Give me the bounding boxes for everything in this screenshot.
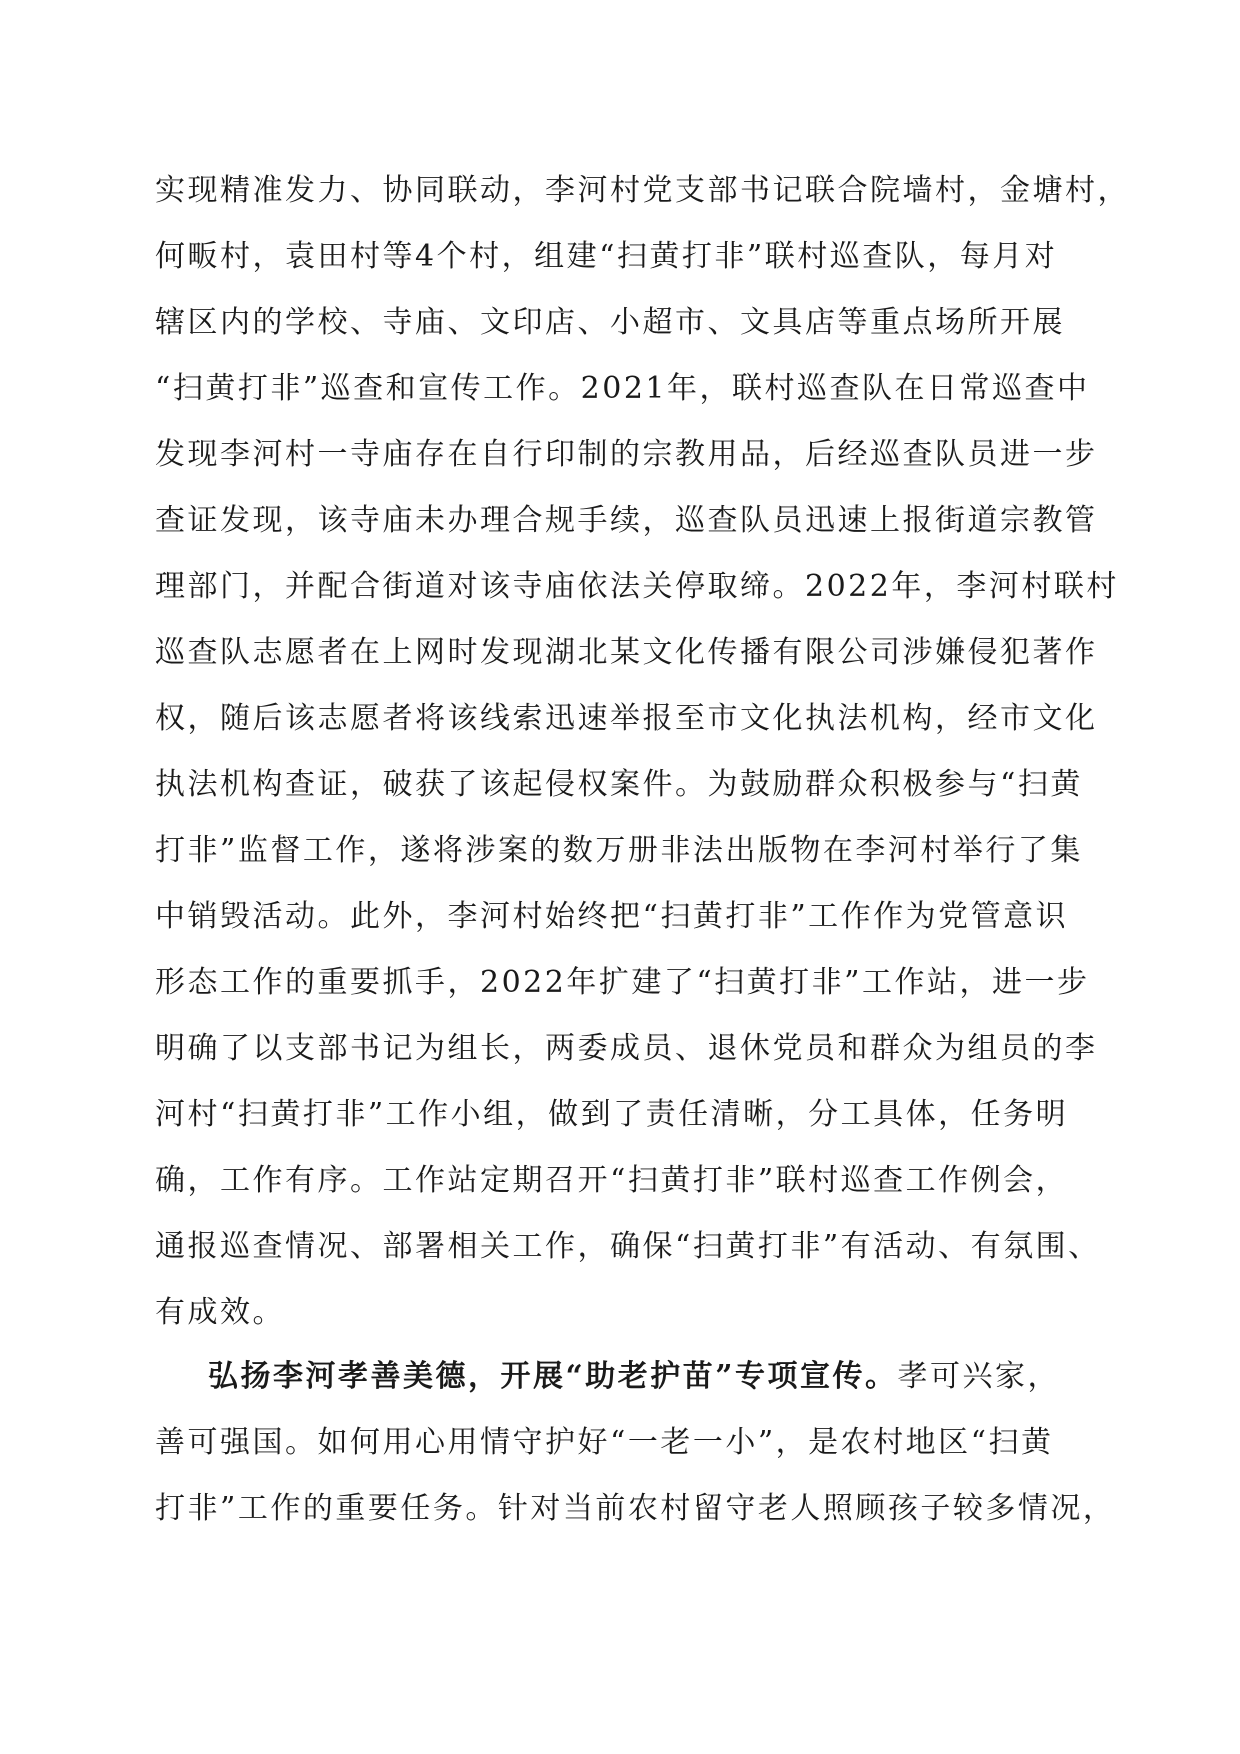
- paragraph-line: 何畈村，袁田村等4个村，组建“扫黄打非”联村巡查队，每月对: [155, 239, 1058, 274]
- paragraph-line: 巡查队志愿者在上网时发现湖北某文化传播有限公司涉嫌侵犯著作: [155, 635, 1098, 670]
- paragraph-line: 执法机构查证，破获了该起侵权案件。为鼓励群众积极参与“扫黄: [155, 767, 1083, 802]
- paragraph-line: 中销毁活动。此外，李河村始终把“扫黄打非”工作作为党管意识: [155, 899, 1069, 934]
- section-heading: 弘扬李河孝善美德，开展“助老护苗”专项宣传。: [208, 1359, 898, 1394]
- paragraph-line: 理部门，并配合街道对该寺庙依法关停取缔。2022年，李河村联村: [155, 569, 1119, 604]
- paragraph-line: 查证发现，该寺庙未办理合规手续，巡查队员迅速上报街道宗教管: [155, 503, 1098, 538]
- paragraph-line: 形态工作的重要抓手，2022年扩建了“扫黄打非”工作站，进一步: [155, 965, 1090, 1000]
- paragraph-line: 实现精准发力、协同联动，李河村党支部书记联合院墙村，金塘村，: [155, 173, 1130, 208]
- paragraph-line: 辖区内的学校、寺庙、文印店、小超市、文具店等重点场所开展: [155, 305, 1065, 340]
- body-paragraph-2: [155, 1344, 1116, 1542]
- body-paragraph-1: [155, 158, 1130, 1346]
- paragraph-line: 打非”工作的重要任务。针对当前农村留守老人照顾孩子较多情况，: [155, 1491, 1116, 1526]
- paragraph-line: 河村“扫黄打非”工作小组，做到了责任清晰，分工具体，任务明: [155, 1097, 1069, 1132]
- heading-continuation: 孝可兴家，: [897, 1359, 1061, 1394]
- paragraph-line: 发现李河村一寺庙存在自行印制的宗教用品，后经巡查队员进一步: [155, 437, 1098, 472]
- paragraph-line: 权，随后该志愿者将该线索迅速举报至市文化执法机构，经市文化: [155, 701, 1098, 736]
- paragraph-line: 通报巡查情况、部署相关工作，确保“扫黄打非”有活动、有氛围、: [155, 1229, 1101, 1264]
- paragraph-line: 打非”监督工作，遂将涉案的数万册非法出版物在李河村举行了集: [155, 833, 1083, 868]
- paragraph-line: 善可强国。如何用心用情守护好“一老一小”，是农村地区“扫黄: [155, 1425, 1054, 1460]
- paragraph-line: 有成效。: [155, 1295, 285, 1330]
- paragraph-line: “扫黄打非”巡查和宣传工作。2021年，联村巡查队在日常巡查中: [155, 371, 1090, 406]
- paragraph-first-line: [155, 1344, 1085, 1410]
- paragraph-line: 明确了以支部书记为组长，两委成员、退休党员和群众为组员的李: [155, 1031, 1098, 1066]
- paragraph-line: 确，工作有序。工作站定期召开“扫黄打非”联村巡查工作例会，: [155, 1163, 1069, 1198]
